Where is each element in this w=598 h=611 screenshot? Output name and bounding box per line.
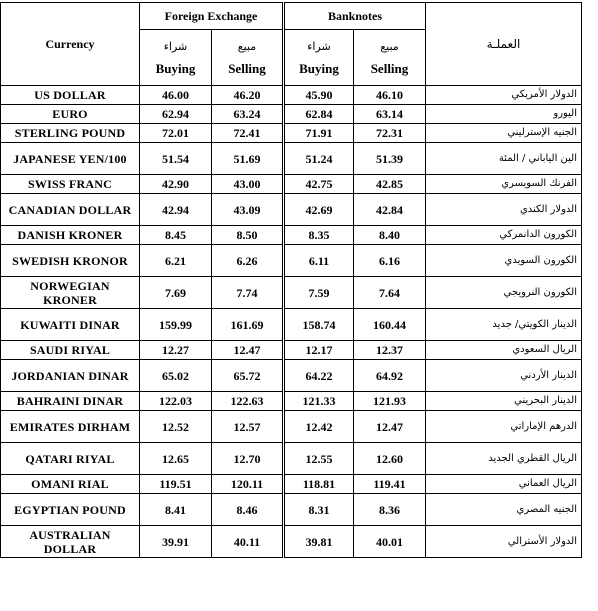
fx-buy-value: 7.69 [140,277,212,309]
fx-buy-value: 12.52 [140,411,212,443]
table-row [1,360,582,392]
fx-selling-arabic: مبيع [237,39,257,53]
fx-sell-value: 40.11 [212,526,284,558]
fx-sell-value: 122.63 [212,392,284,411]
bn-sell-value: 160.44 [354,309,426,341]
bn-sell-value: 42.85 [354,175,426,194]
table-row [1,277,582,309]
bn-sell-value: 64.92 [354,360,426,392]
fx-sell-value: 43.00 [212,175,284,194]
exchange-rates-table [0,2,582,558]
currency-name-arabic: الدينار البحريني [426,392,582,411]
bn-buy-value: 8.35 [284,226,354,245]
fx-buy-value: 12.27 [140,341,212,360]
fx-sell-value: 51.69 [212,143,284,175]
table-row [1,86,582,105]
bn-sell-value: 7.64 [354,277,426,309]
fx-buy-value: 46.00 [140,86,212,105]
table-row [1,443,582,475]
table-row [1,194,582,226]
currency-name: SWISS FRANC [1,175,140,194]
currency-name: SAUDI RIYAL [1,341,140,360]
bn-sell-value: 63.14 [354,105,426,124]
bn-sell-value: 12.37 [354,341,426,360]
bn-selling-header [354,30,426,86]
table-row [1,143,582,175]
arabic-currency-header: العملـة [426,3,582,86]
currency-name-arabic: الكورون النرويجي [426,277,582,309]
currency-name: US DOLLAR [1,86,140,105]
fx-sell-value: 8.50 [212,226,284,245]
bn-selling-english: Selling [370,60,409,76]
table-row [1,392,582,411]
currency-name-arabic: اليورو [426,105,582,124]
currency-name-arabic: الفرنك السويسري [426,175,582,194]
currency-name-arabic: الريال القطري الجديد [426,443,582,475]
fx-sell-value: 12.70 [212,443,284,475]
currency-name-arabic: الكورون الدانمركي [426,226,582,245]
currency-name: QATARI RIYAL [1,443,140,475]
currency-name-arabic: الريال السعودي [426,341,582,360]
bn-buy-value: 42.75 [284,175,354,194]
currency-name-arabic: الدينار الأردني [426,360,582,392]
fx-buy-value: 159.99 [140,309,212,341]
fx-sell-value: 7.74 [212,277,284,309]
bn-buy-value: 42.69 [284,194,354,226]
fx-buy-value: 6.21 [140,245,212,277]
fx-sell-value: 72.41 [212,124,284,143]
bn-buy-value: 64.22 [284,360,354,392]
bn-sell-value: 72.31 [354,124,426,143]
fx-buying-english: Buying [155,60,196,76]
table-row [1,245,582,277]
fx-sell-value: 46.20 [212,86,284,105]
bn-buy-value: 6.11 [284,245,354,277]
currency-name: BAHRAINI DINAR [1,392,140,411]
currency-name: STERLING POUND [1,124,140,143]
fx-buy-value: 8.45 [140,226,212,245]
currency-name-arabic: الجنيه المصري [426,494,582,526]
table-row [1,475,582,494]
table-row [1,226,582,245]
bn-sell-value: 40.01 [354,526,426,558]
bn-sell-value: 51.39 [354,143,426,175]
fx-sell-value: 43.09 [212,194,284,226]
bn-buy-value: 71.91 [284,124,354,143]
currency-name-arabic: الدينار الكويتي/ جديد [426,309,582,341]
bn-buying-english: Buying [299,60,339,76]
fx-sell-value: 8.46 [212,494,284,526]
bn-sell-value: 6.16 [354,245,426,277]
bn-sell-value: 8.36 [354,494,426,526]
currency-name: JAPANESE YEN/100 [1,143,140,175]
fx-buy-value: 72.01 [140,124,212,143]
fx-buy-value: 42.94 [140,194,212,226]
bn-sell-value: 46.10 [354,86,426,105]
bn-buy-value: 8.31 [284,494,354,526]
foreign-exchange-header: Foreign Exchange [140,3,284,30]
bn-sell-value: 12.60 [354,443,426,475]
bn-buying-header [284,30,354,86]
currency-name-arabic: الكورون السويدي [426,245,582,277]
currency-name: CANADIAN DOLLAR [1,194,140,226]
currency-name-arabic: الدولار الأسترالي [426,526,582,558]
bn-buy-value: 118.81 [284,475,354,494]
bn-sell-value: 42.84 [354,194,426,226]
currency-name: DANISH KRONER [1,226,140,245]
currency-name: NORWEGIAN KRONER [1,277,140,309]
header-row-groups [1,3,582,30]
bn-buy-value: 39.81 [284,526,354,558]
currency-name: OMANI RIAL [1,475,140,494]
fx-buy-value: 62.94 [140,105,212,124]
fx-selling-header [212,30,284,86]
bn-sell-value: 12.47 [354,411,426,443]
fx-buy-value: 12.65 [140,443,212,475]
bn-buy-value: 121.33 [284,392,354,411]
fx-sell-value: 12.47 [212,341,284,360]
currency-name-arabic: الريال العماني [426,475,582,494]
bn-buy-value: 7.59 [284,277,354,309]
table-row [1,175,582,194]
currency-name-arabic: الدولار الكندي [426,194,582,226]
fx-buy-value: 65.02 [140,360,212,392]
fx-sell-value: 12.57 [212,411,284,443]
currency-name: JORDANIAN DINAR [1,360,140,392]
bn-sell-value: 8.40 [354,226,426,245]
currency-name: KUWAITI DINAR [1,309,140,341]
currency-name: SWEDISH KRONOR [1,245,140,277]
table-row [1,494,582,526]
currency-name-arabic: الدرهم الإماراتي [426,411,582,443]
currency-name: AUSTRALIAN DOLLAR [1,526,140,558]
fx-buy-value: 42.90 [140,175,212,194]
fx-buy-value: 39.91 [140,526,212,558]
bn-buy-value: 62.84 [284,105,354,124]
bn-buy-value: 12.17 [284,341,354,360]
fx-sell-value: 6.26 [212,245,284,277]
table-row [1,309,582,341]
banknotes-header: Banknotes [284,3,426,30]
bn-selling-arabic: مبيع [380,39,399,53]
bn-buying-arabic: شراء [307,39,331,53]
currency-header: Currency [1,3,140,86]
fx-sell-value: 63.24 [212,105,284,124]
currency-name-arabic: الجنيه الإسترليني [426,124,582,143]
currency-name: EURO [1,105,140,124]
bn-buy-value: 51.24 [284,143,354,175]
table-row [1,105,582,124]
currency-name: EMIRATES DIRHAM [1,411,140,443]
currency-name: EGYPTIAN POUND [1,494,140,526]
bn-buy-value: 45.90 [284,86,354,105]
currency-name-arabic: الين الياباني / المئة [426,143,582,175]
bn-buy-value: 158.74 [284,309,354,341]
fx-buy-value: 51.54 [140,143,212,175]
table-row [1,124,582,143]
fx-selling-english: Selling [228,60,266,76]
fx-sell-value: 65.72 [212,360,284,392]
bn-buy-value: 12.42 [284,411,354,443]
bn-buy-value: 12.55 [284,443,354,475]
fx-buy-value: 122.03 [140,392,212,411]
table-row [1,341,582,360]
bn-sell-value: 121.93 [354,392,426,411]
fx-buying-arabic: شراء [163,39,188,53]
bn-sell-value: 119.41 [354,475,426,494]
fx-buy-value: 8.41 [140,494,212,526]
table-row [1,411,582,443]
currency-name-arabic: الدولار الأمريكي [426,86,582,105]
fx-sell-value: 120.11 [212,475,284,494]
fx-buying-header [140,30,212,86]
fx-buy-value: 119.51 [140,475,212,494]
fx-sell-value: 161.69 [212,309,284,341]
table-row [1,526,582,558]
